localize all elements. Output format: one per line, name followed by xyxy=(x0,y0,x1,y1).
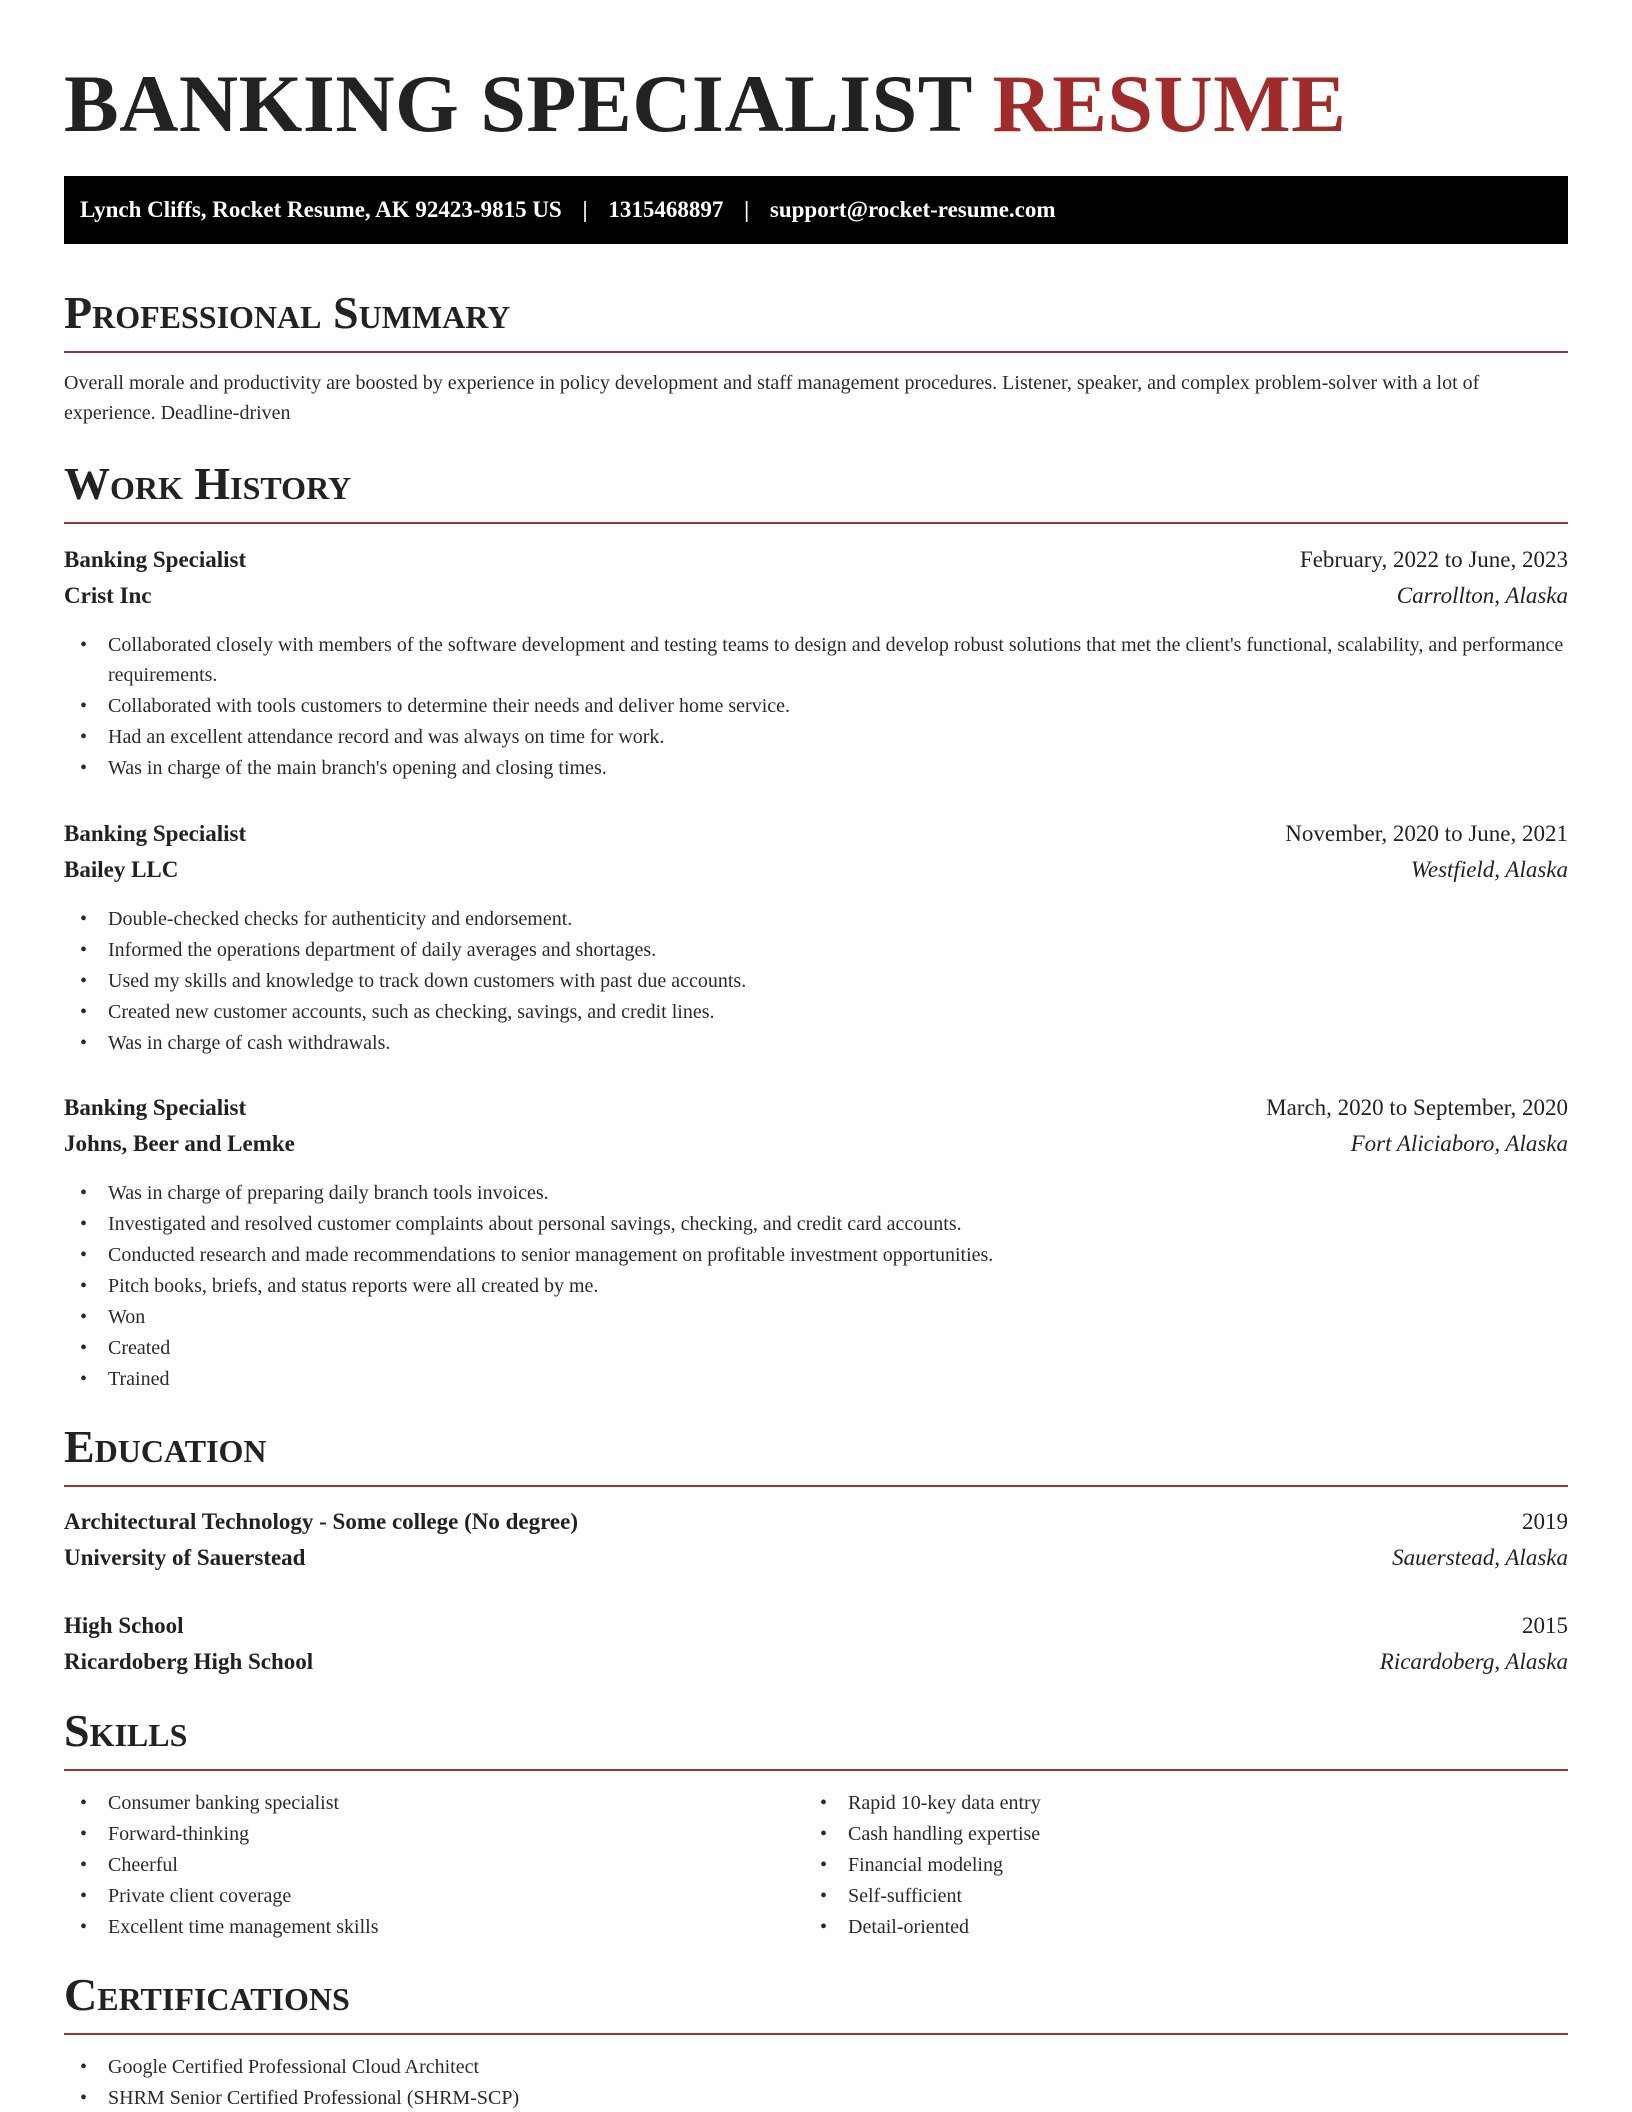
resume-page xyxy=(64,0,1568,2112)
education-school: Ricardoberg High School xyxy=(64,1649,314,1674)
section-divider xyxy=(64,351,1568,353)
job-company: Bailey LLC xyxy=(64,857,179,882)
list-item: • Created new customer accounts, such as checking, savings, and credit lines. xyxy=(64,997,1568,1027)
job-subheader xyxy=(64,852,1568,888)
job-dates: November, 2020 to June, 2021 xyxy=(1285,821,1568,846)
list-item: • Investigated and resolved customer complaints about personal savings, checking, and credit card accounts. xyxy=(64,1209,1568,1239)
skill-item: • Excellent time management skills xyxy=(64,1912,804,1942)
job-header xyxy=(64,542,1568,578)
certification-item: • SHRM Senior Certified Professional (SHRM-SCP) xyxy=(64,2083,1568,2112)
contact-address: Lynch Cliffs, Rocket Resume, AK 92423-9815 US xyxy=(80,197,562,222)
job-bullets xyxy=(64,630,1568,784)
list-item: • Was in charge of cash withdrawals. xyxy=(64,1028,1568,1058)
skills-heading: Skills xyxy=(64,1705,188,1756)
job-bullets xyxy=(64,1178,1568,1395)
summary-text: Overall morale and productivity are boosted by experience in policy development and staff management procedures. Listener, speaker, and complex problem-solver with a lot of experience. Deadline-driven xyxy=(64,372,1480,424)
skills-list-right xyxy=(804,1788,1568,1943)
list-item: • Double-checked checks for authenticity and endorsement. xyxy=(64,904,1568,934)
job-title: Banking Specialist xyxy=(64,821,247,846)
job-location: Westfield, Alaska xyxy=(1410,857,1568,882)
section-divider xyxy=(64,522,1568,524)
list-item: • Won xyxy=(64,1302,1568,1332)
section-divider xyxy=(64,1485,1568,1487)
skill-item: • Detail-oriented xyxy=(804,1912,1568,1942)
job-company: Crist Inc xyxy=(64,583,152,608)
job-title: Banking Specialist xyxy=(64,547,247,572)
certifications-list xyxy=(64,2052,1568,2112)
job-bullets xyxy=(64,904,1568,1059)
skill-item: • Consumer banking specialist xyxy=(64,1788,804,1818)
skills-list-left xyxy=(64,1788,804,1943)
contact-email: support@rocket-resume.com xyxy=(769,197,1056,222)
job-title: Banking Specialist xyxy=(64,1095,247,1120)
certification-item: • Google Certified Professional Cloud Architect xyxy=(64,2052,1568,2082)
skill-item: • Self-sufficient xyxy=(804,1881,1568,1911)
list-item: • Was in charge of preparing daily branch tools invoices. xyxy=(64,1178,1568,1208)
list-item: • Conducted research and made recommendations to senior management on profitable investment opportunities. xyxy=(64,1240,1568,1270)
work-heading: Work History xyxy=(64,458,352,509)
contact-phone: 1315468897 xyxy=(608,197,724,222)
resume-title xyxy=(64,56,1346,152)
education-subheader xyxy=(64,1540,1568,1576)
list-item: • Used my skills and knowledge to track down customers with past due accounts. xyxy=(64,966,1568,996)
list-item: • Pitch books, briefs, and status reports were all created by me. xyxy=(64,1271,1568,1301)
job-header xyxy=(64,816,1568,852)
skill-item: • Rapid 10-key data entry xyxy=(804,1788,1568,1818)
certifications-heading: Certifications xyxy=(64,1969,350,2020)
education-header xyxy=(64,1608,1568,1644)
job-subheader xyxy=(64,578,1568,614)
job-header xyxy=(64,1090,1568,1126)
education-location: Sauerstead, Alaska xyxy=(1392,1545,1568,1570)
job-dates: February, 2022 to June, 2023 xyxy=(1299,547,1568,572)
education-subheader xyxy=(64,1644,1568,1680)
contact-separator: | xyxy=(744,197,750,222)
job-dates: March, 2020 to September, 2020 xyxy=(1266,1095,1568,1120)
section-divider xyxy=(64,2033,1568,2035)
list-item: • Collaborated closely with members of the software development and testing teams to design and develop robust solutions that met the client's functional, scalability, and performance requirements. xyxy=(64,630,1568,690)
skill-item: • Forward-thinking xyxy=(64,1819,804,1849)
skill-item: • Cash handling expertise xyxy=(804,1819,1568,1849)
contact-bar xyxy=(64,176,1568,244)
job-company: Johns, Beer and Lemke xyxy=(64,1131,295,1156)
job-location: Fort Aliciaboro, Alaska xyxy=(1350,1131,1568,1156)
section-divider xyxy=(64,1769,1568,1771)
education-heading: Education xyxy=(64,1421,267,1472)
list-item: • Informed the operations department of daily averages and shortages. xyxy=(64,935,1568,965)
job-location: Carrollton, Alaska xyxy=(1396,583,1568,608)
list-item: • Created xyxy=(64,1333,1568,1363)
list-item: • Trained xyxy=(64,1364,1568,1394)
job-subheader xyxy=(64,1126,1568,1162)
education-school: University of Sauerstead xyxy=(64,1545,306,1570)
list-item: • Collaborated with tools customers to determine their needs and deliver home service. xyxy=(64,691,1568,721)
title-main: BANKING SPECIALIST xyxy=(64,58,972,149)
skill-item: • Private client coverage xyxy=(64,1881,804,1911)
title-accent: RESUME xyxy=(992,58,1347,149)
skill-item: • Cheerful xyxy=(64,1850,804,1880)
contact-separator: | xyxy=(582,197,588,222)
education-year: 2019 xyxy=(1522,1509,1568,1534)
skill-item: • Financial modeling xyxy=(804,1850,1568,1880)
list-item: • Was in charge of the main branch's opening and closing times. xyxy=(64,753,1568,783)
education-header xyxy=(64,1504,1568,1540)
education-location: Ricardoberg, Alaska xyxy=(1379,1649,1568,1674)
list-item: • Had an excellent attendance record and was always on time for work. xyxy=(64,722,1568,752)
education-degree: Architectural Technology - Some college (No degree) xyxy=(64,1509,578,1534)
summary-heading: Professional Summary xyxy=(64,287,511,338)
education-year: 2015 xyxy=(1522,1613,1568,1638)
education-degree: High School xyxy=(64,1613,184,1638)
